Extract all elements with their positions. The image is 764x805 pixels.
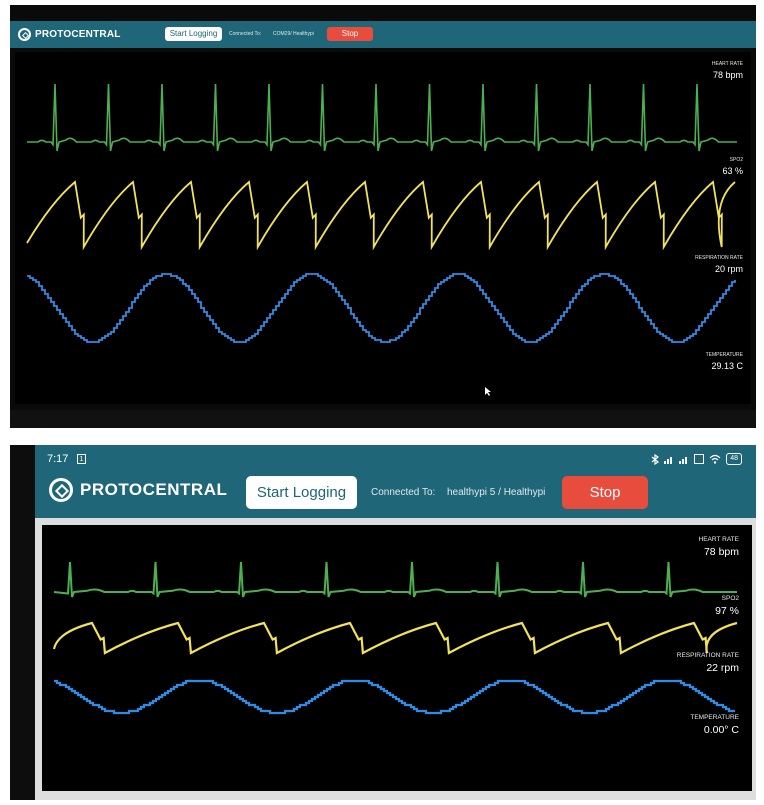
temperature-label: TEMPERATURE [705,352,743,358]
heart-rate-label: HEART RATE [711,61,743,67]
temperature-label: TEMPERATURE [690,714,739,721]
start-logging-button[interactable]: Start Logging [246,476,357,509]
heart-rate-value: 78 bpm [712,70,743,80]
notification-icon: 1 [77,454,86,464]
spo2-label: SPO2 [721,595,739,602]
stop-button[interactable]: Stop [562,476,648,509]
signal-icon [664,455,674,464]
phone-app-window [10,445,756,800]
app-header [35,445,756,518]
connected-device-value: COM29/ Healthypi [273,31,314,37]
waveform-plot [15,52,751,404]
mouse-cursor-icon [485,387,493,397]
connected-to-label: Connected To: [229,31,262,37]
volte-icon [694,454,704,464]
waveform-panel [42,525,752,791]
spo2-label: SPO2 [729,157,743,163]
status-time: 7:17 [47,453,69,465]
respiration-rate-label: RESPIRATION RATE [676,652,739,659]
respiration-rate-value: 20 rpm [714,264,743,274]
respiration-waveform [54,681,735,713]
protocentral-logo-icon [18,28,31,41]
battery-icon: 48 [726,453,742,465]
protocentral-logo-icon [49,478,73,502]
stop-button[interactable]: Stop [327,27,373,41]
app-header [10,21,756,48]
temperature-value: 0.00° C [703,724,739,736]
status-bar-icons [651,453,742,465]
window-bottom-bar [10,410,756,428]
waveform-panel [15,52,751,404]
bluetooth-icon [651,454,659,465]
spo2-value: 63 % [722,166,743,176]
connected-to-label: Connected To: [371,487,436,498]
side-bar [10,445,35,800]
connected-device-value: healthypi 5 / Healthypi [447,487,546,498]
heart-rate-label: HEART RATE [698,536,739,543]
start-logging-button[interactable]: Start Logging [165,27,222,41]
respiration-waveform [27,274,735,342]
respiration-rate-label: RESPIRATION RATE [695,255,743,261]
brand-logo [49,478,227,502]
brand-name: PROTOCENTRAL [35,28,121,40]
brand-logo [18,26,121,42]
signal-icon [679,455,689,464]
spo2-waveform [54,623,737,653]
wifi-icon [709,454,721,464]
ecg-waveform [54,562,737,597]
temperature-value: 29.13 C [711,361,743,371]
waveform-plot [42,525,752,791]
spo2-waveform [27,182,735,247]
brand-name: PROTOCENTRAL [80,480,228,499]
respiration-rate-value: 22 rpm [706,662,739,674]
ecg-waveform [27,84,737,151]
spo2-value: 97 % [715,605,739,617]
heart-rate-value: 78 bpm [703,546,739,558]
desktop-app-window [10,5,756,428]
